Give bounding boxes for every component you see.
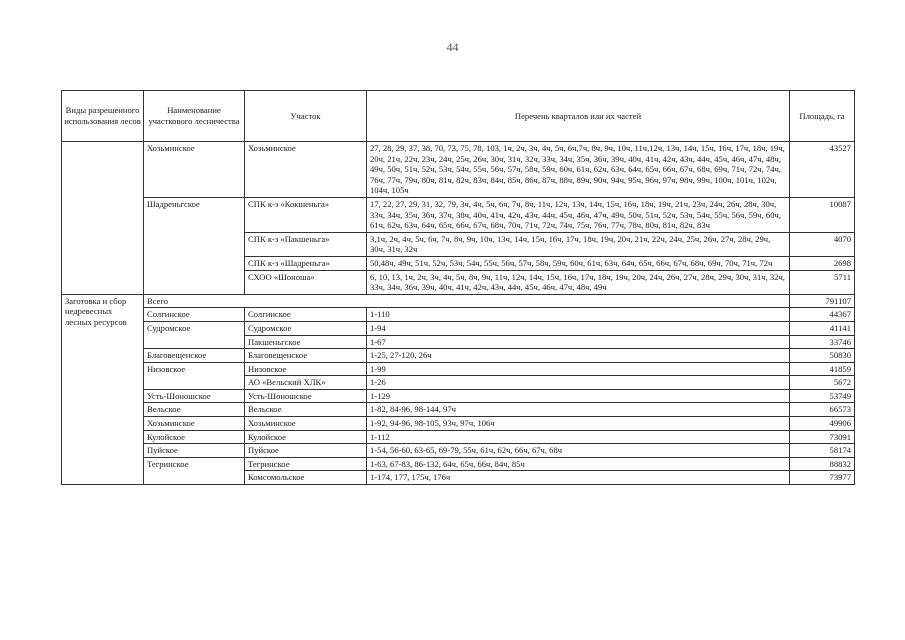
area-cell: 66573 xyxy=(790,403,855,417)
header-quarters: Перечень кварталов или их частей xyxy=(367,91,790,142)
table-row xyxy=(62,403,855,417)
forestry-cell: Тегринское xyxy=(144,457,245,484)
quarters-cell: 1-63, 67-83, 86-132, 64ч, 65ч, 66ч, 84ч, 85ч xyxy=(367,457,790,471)
site-cell: Комсомольское xyxy=(245,471,367,485)
quarters-cell: 27, 28, 29, 37, 38, 70, 73, 75, 78, 103, 1ч, 2ч, 3ч, 4ч, 5ч, 6ч,7ч, 8ч, 9ч, 10ч, 11ч,12ч, 13ч, 14ч, 15ч, 16ч, 17ч, 18ч, 19ч, 20ч, 21ч, 22ч, 23ч, 24ч, 25ч, 26ч, 30ч, 31ч, 32ч, 33ч, 34ч, 35ч, 36ч, 39ч, 40ч, 41ч, 42ч, 43ч, 44ч, 45ч, 46ч, 47ч, 48ч, 49ч, 50ч, 51ч, 52ч, 53ч, 54ч, 55ч, 56ч, 57ч, 58ч, 59ч, 60ч, 61ч, 62ч, 63ч, 64ч, 65ч, 66ч, 67ч, 68ч, 69ч, 71ч, 72ч, 74ч, 76ч, 77ч, 79ч, 80ч, 81ч, 82ч, 83ч, 84ч, 85ч, 86ч, 87ч, 88ч, 89ч, 90ч, 94ч, 95ч, 96ч, 97ч, 98ч, 99ч, 100ч, 101ч, 102ч, 104ч, 105ч xyxy=(367,142,790,198)
site-cell: Низовское xyxy=(245,362,367,376)
total-label: Всего xyxy=(144,294,790,308)
quarters-cell: 1-174, 177, 175ч, 176ч xyxy=(367,471,790,485)
site-cell: Пакшеньгское xyxy=(245,335,367,349)
site-cell: Хозьминское xyxy=(245,417,367,431)
quarters-cell: 1-92, 94-96, 98-105, 93ч, 97ч, 106ч xyxy=(367,417,790,431)
site-cell: Усть-Шоношское xyxy=(245,389,367,403)
area-cell: 5672 xyxy=(790,376,855,390)
forest-use-table xyxy=(61,90,855,485)
area-cell: 41141 xyxy=(790,321,855,335)
site-cell: Судромское xyxy=(245,321,367,335)
site-cell: Тегринское xyxy=(245,457,367,471)
quarters-cell: 1-54, 56-60, 63-65, 69-79, 55ч, 61ч, 62ч, 66ч, 67ч, 68ч xyxy=(367,444,790,458)
site-cell: Хозьминское xyxy=(245,142,367,198)
area-cell: 33746 xyxy=(790,335,855,349)
area-cell: 73091 xyxy=(790,430,855,444)
use-type-cell: Заготовка и сбор недревесных лесных ресурсов xyxy=(62,294,144,484)
quarters-cell: 6, 10, 13, 1ч, 2ч, 3ч, 4ч, 5ч, 8ч, 9ч, 11ч, 12ч, 14ч, 15ч, 16ч, 17ч, 18ч, 19ч, 20ч, 24ч, 26ч, 27ч, 28ч, 29ч, 30ч, 31ч, 32ч, 33ч, 34ч, 36ч, 39ч, 40ч, 41ч, 42ч, 43ч, 44ч, 45ч, 46ч, 47ч, 48ч, 49ч xyxy=(367,270,790,294)
header-forestry: Наименование участкового лесничества xyxy=(144,91,245,142)
forestry-cell: Вельское xyxy=(144,403,245,417)
forestry-cell: Усть-Шоношское xyxy=(144,389,245,403)
site-cell: Солгинское xyxy=(245,308,367,322)
site-cell: СХОО «Шоноша» xyxy=(245,270,367,294)
area-cell: 44367 xyxy=(790,308,855,322)
site-cell: АО «Вельский ХЛК» xyxy=(245,376,367,390)
area-cell: 5711 xyxy=(790,270,855,294)
header-use-types: Виды разрешенного использования лесов xyxy=(62,91,144,142)
table-row xyxy=(62,362,855,376)
forestry-cell: Солгинское xyxy=(144,308,245,322)
quarters-cell: 1-67 xyxy=(367,335,790,349)
quarters-cell: 1-129 xyxy=(367,389,790,403)
quarters-cell: 50,48ч, 49ч, 51ч, 52ч, 53ч, 54ч, 55ч, 56ч, 57ч, 58ч, 59ч, 60ч, 61ч, 63ч, 64ч, 65ч, 66ч, 67ч, 68ч, 69ч, 70ч, 71ч, 72ч xyxy=(367,256,790,270)
quarters-cell: 1-82, 84-96, 98-144, 97ч xyxy=(367,403,790,417)
site-cell: Кулойское xyxy=(245,430,367,444)
forestry-cell: Хозьминское xyxy=(144,417,245,431)
area-cell: 41859 xyxy=(790,362,855,376)
forestry-cell: Хозьминское xyxy=(144,142,245,198)
use-type-cell xyxy=(62,142,144,295)
area-cell: 73977 xyxy=(790,471,855,485)
forestry-cell: Низовское xyxy=(144,362,245,389)
site-cell: СПК к-з «Кокшеньга» xyxy=(245,197,367,232)
table-row xyxy=(62,349,855,363)
header-area: Площадь, га xyxy=(790,91,855,142)
quarters-cell: 1-110 xyxy=(367,308,790,322)
header-site: Участок xyxy=(245,91,367,142)
site-cell: Благовещенское xyxy=(245,349,367,363)
forestry-cell: Кулойское xyxy=(144,430,245,444)
table-row xyxy=(62,308,855,322)
total-area: 791107 xyxy=(790,294,855,308)
quarters-cell: 1-112 xyxy=(367,430,790,444)
site-cell: Вельское xyxy=(245,403,367,417)
area-cell: 53749 xyxy=(790,389,855,403)
site-cell: СПК к-з «Пакшеньга» xyxy=(245,232,367,256)
area-cell: 50830 xyxy=(790,349,855,363)
forestry-cell: Пуйское xyxy=(144,444,245,458)
site-cell: СПК к-з «Шадреньга» xyxy=(245,256,367,270)
table-row xyxy=(62,457,855,471)
table-row xyxy=(62,444,855,458)
area-cell: 4070 xyxy=(790,232,855,256)
forestry-cell: Судромское xyxy=(144,321,245,348)
quarters-cell: 1-94 xyxy=(367,321,790,335)
quarters-cell: 3,1ч, 2ч, 4ч, 5ч, 6ч, 7ч, 8ч, 9ч, 10ч, 13ч, 14ч, 15ч, 16ч, 17ч, 18ч, 19ч, 20ч, 21ч, 22ч, 24ч, 25ч, 26ч, 27ч, 28ч, 29ч, 30ч, 31ч, 32ч xyxy=(367,232,790,256)
area-cell: 10087 xyxy=(790,197,855,232)
forestry-cell: Шадреньгское xyxy=(144,197,245,294)
area-cell: 58174 xyxy=(790,444,855,458)
table-row xyxy=(62,430,855,444)
quarters-cell: 17, 22, 27, 29, 31, 32, 79, 3ч, 4ч, 5ч, 6ч, 7ч, 8ч, 11ч, 12ч, 13ч, 14ч, 15ч, 16ч, 18ч, 19ч, 21ч, 23ч, 24ч, 26ч, 28ч, 30ч, 33ч, 34ч, 35ч, 36ч, 37ч, 38ч, 40ч, 41ч, 42ч, 43ч, 44ч, 45ч, 46ч, 47ч, 49ч, 50ч, 51ч, 52ч, 53ч, 54ч, 55ч, 56ч, 59ч, 60ч, 61ч, 62ч, 63ч, 64ч, 65ч, 66ч, 67ч, 68ч, 70ч, 71ч, 72ч, 74ч, 75ч, 76ч, 77ч, 78ч, 80ч, 81ч, 82ч, 83ч xyxy=(367,197,790,232)
area-cell: 43527 xyxy=(790,142,855,198)
table-row xyxy=(62,142,855,198)
area-cell: 2698 xyxy=(790,256,855,270)
area-cell: 49906 xyxy=(790,417,855,431)
table-row xyxy=(62,321,855,335)
area-cell: 88832 xyxy=(790,457,855,471)
table-header-row xyxy=(62,91,855,142)
forestry-cell: Благовещенское xyxy=(144,349,245,363)
table-row xyxy=(62,197,855,232)
page-number: 44 xyxy=(446,40,459,54)
site-cell: Пуйское xyxy=(245,444,367,458)
table-row xyxy=(62,417,855,431)
quarters-cell: 1-99 xyxy=(367,362,790,376)
table-row xyxy=(62,389,855,403)
quarters-cell: 1-26 xyxy=(367,376,790,390)
quarters-cell: 1-25, 27-120, 26ч xyxy=(367,349,790,363)
total-row xyxy=(62,294,855,308)
